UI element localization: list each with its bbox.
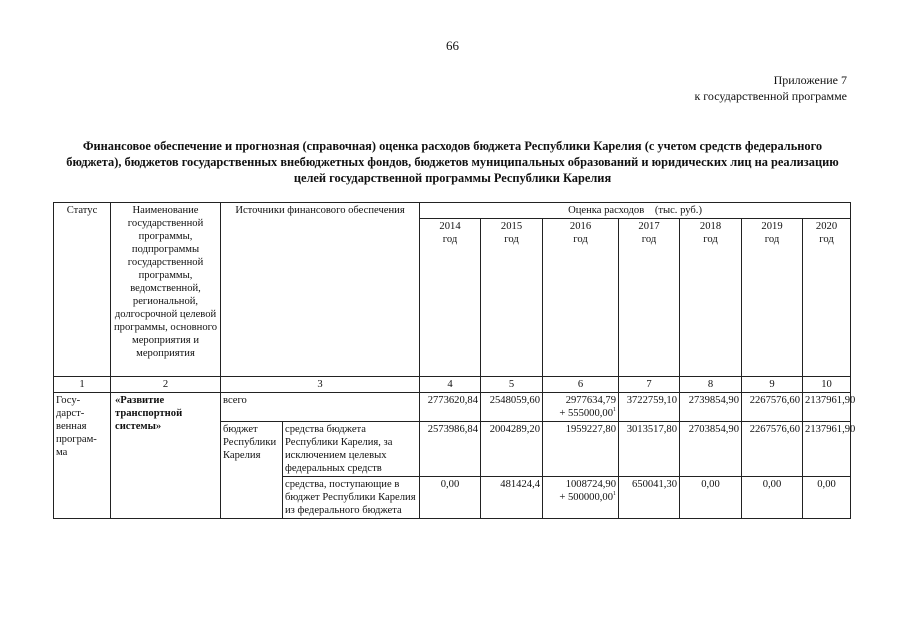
value-cell: 1959227,80	[543, 422, 619, 477]
value-cell: 2548059,60	[481, 393, 543, 422]
value-2016-extra: + 500000,00	[559, 492, 614, 503]
column-index: 10	[803, 377, 851, 393]
header-status: Статус	[54, 203, 111, 377]
column-index: 4	[420, 377, 481, 393]
value-cell: 2739854,90	[680, 393, 742, 422]
value-cell-2016	[543, 393, 619, 422]
year-header: 2017 год	[619, 219, 680, 377]
budget-table	[53, 202, 856, 519]
document-title: Финансовое обеспечение и прогнозная (справочная) оценка расходов бюджета Республики Карелия (с учетом средств федерального бюджета), бюджетов государственных внебюджетных фондов, бюджетов муниципальных образований и юридических лиц на реализацию целей государственной программы Республики Карелия	[66, 139, 839, 185]
header-name: Наименование государственной программы, подпрограммы государственной программы, ведомственной, региональной, долгосрочной целевой программы, основного мероприятия и мероприятия	[111, 203, 221, 377]
column-index: 5	[481, 377, 543, 393]
source-cell: всего	[221, 393, 420, 422]
column-index-row	[54, 377, 851, 393]
source-cell: средства, поступающие в бюджет Республики Карелия из федерального бюджета	[283, 477, 420, 519]
header-estimate	[420, 203, 851, 219]
value-cell: 2137961,90	[803, 393, 851, 422]
source-group-cell: бюджет Республики Карелия	[221, 422, 283, 519]
value-cell: 650041,30	[619, 477, 680, 519]
year-header: 2019 год	[742, 219, 803, 377]
value-cell: 0,00	[680, 477, 742, 519]
value-cell: 0,00	[742, 477, 803, 519]
value-cell: 2773620,84	[420, 393, 481, 422]
year-header: 2014 год	[420, 219, 481, 377]
year-header: 2016 год	[543, 219, 619, 377]
value-cell-2016	[543, 477, 619, 519]
column-index: 6	[543, 377, 619, 393]
value-cell: 2267576,60	[742, 422, 803, 477]
footnote-mark: 1	[613, 407, 617, 413]
program-name-cell: «Развитие транспортной системы»	[111, 393, 221, 519]
year-header: 2020 год	[803, 219, 851, 377]
column-index: 8	[680, 377, 742, 393]
column-index: 1	[54, 377, 111, 393]
value-cell: 2137961,90	[803, 422, 851, 477]
header-sources: Источники финансового обеспечения	[221, 203, 420, 377]
value-cell: 2267576,60	[742, 393, 803, 422]
value-cell: 0,00	[420, 477, 481, 519]
footnote-mark: 1	[613, 491, 617, 497]
value-cell: 2004289,20	[481, 422, 543, 477]
appendix-line-1: Приложение 7	[773, 73, 847, 87]
column-index: 2	[111, 377, 221, 393]
value-2016-extra: + 555000,00	[559, 408, 614, 419]
column-index: 3	[221, 377, 420, 393]
header-row	[54, 203, 851, 219]
appendix-label	[694, 72, 847, 104]
value-2016: 1008724,90	[565, 479, 617, 490]
value-cell: 0,00	[803, 477, 851, 519]
value-cell: 2573986,84	[420, 422, 481, 477]
column-index: 9	[742, 377, 803, 393]
value-cell: 3722759,10	[619, 393, 680, 422]
header-estimate-label: Оценка расходов	[568, 205, 645, 216]
value-2016: 2977634,79	[565, 395, 617, 406]
status-cell: Госу-дарст-венная програм-ма	[54, 393, 111, 519]
value-cell: 481424,4	[481, 477, 543, 519]
year-header: 2015 год	[481, 219, 543, 377]
appendix-line-2: к государственной программе	[694, 89, 847, 103]
table-row-total	[54, 393, 851, 422]
value-cell: 2703854,90	[680, 422, 742, 477]
header-unit: (тыс. руб.)	[654, 205, 702, 216]
source-cell: средства бюджета Республики Карелия, за исключением целевых федеральных средств	[283, 422, 420, 477]
column-index: 7	[619, 377, 680, 393]
page-number: 66	[446, 38, 459, 53]
year-header: 2018 год	[680, 219, 742, 377]
value-cell: 3013517,80	[619, 422, 680, 477]
